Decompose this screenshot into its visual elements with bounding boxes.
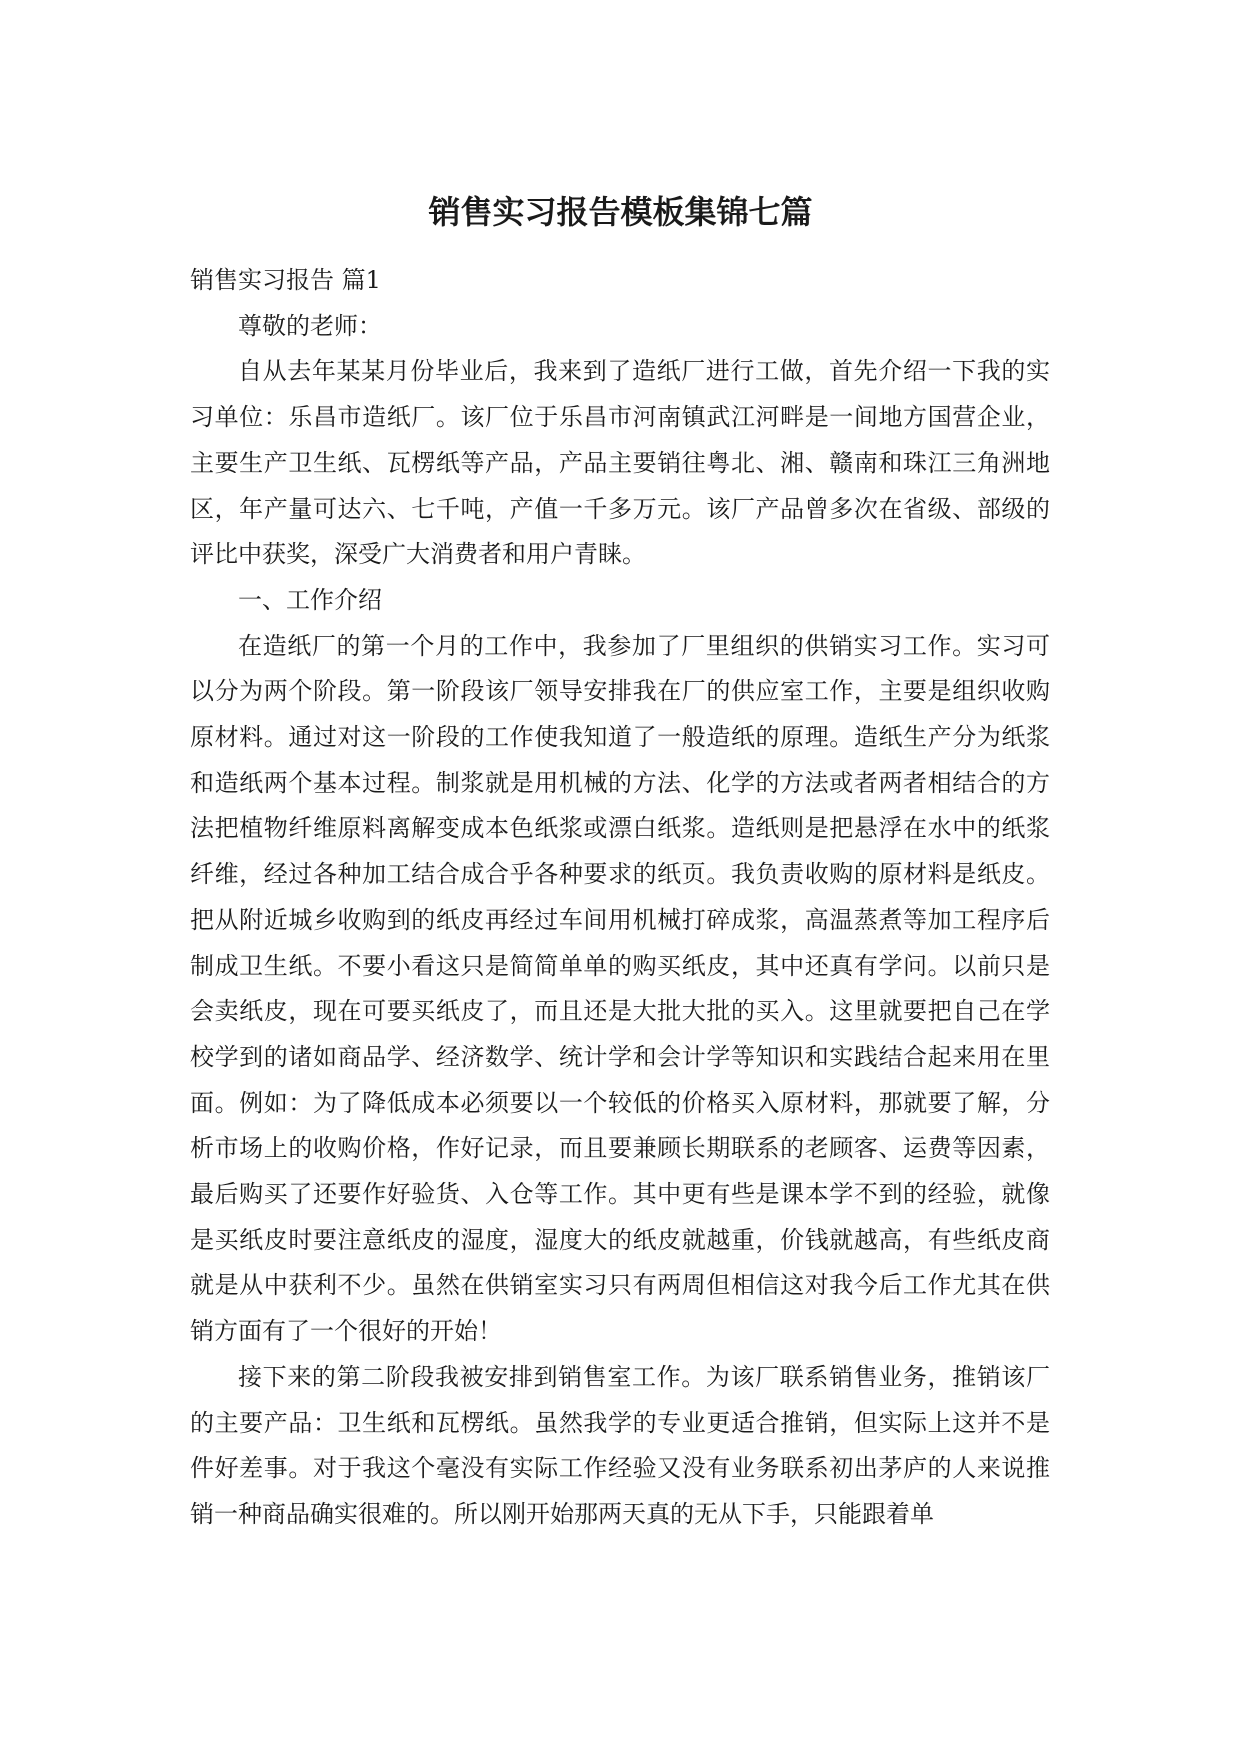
paragraph: 接下来的第二阶段我被安排到销售室工作。为该厂联系销售业务，推销该厂的主要产品：卫生纸和瓦楞纸。虽然我学的专业更适合推销，但实际上这并不是件好差事。对于我这个毫没有实际工作经验又没有业务联系初出茅庐的人来说推销一种商品确实很难的。所以刚开始那两天真的无从下手，只能跟着单 <box>190 1362 1050 1528</box>
document-title: 销售实习报告模板集锦七篇 <box>428 193 813 231</box>
section-heading: 销售实习报告 篇1 <box>190 266 381 294</box>
section-subheading: 一、工作介绍 <box>238 585 382 614</box>
document-body <box>190 258 1050 1538</box>
paragraph: 自从去年某某月份毕业后，我来到了造纸厂进行工做，首先介绍一下我的实习单位：乐昌市造纸厂。该厂位于乐昌市河南镇武江河畔是一间地方国营企业，主要生产卫生纸、瓦楞纸等产品，产品主要销往粤北、湘、赣南和珠江三角洲地区，年产量可达六、七千吨，产值一千多万元。该厂产品曾多次在省级、部级的评比中获奖，深受广大消费者和用户青睐。 <box>190 357 1050 569</box>
salutation: 尊敬的老师： <box>238 311 382 340</box>
paragraph: 在造纸厂的第一个月的工作中，我参加了厂里组织的供销实习工作。实习可以分为两个阶段。第一阶段该厂领导安排我在厂的供应室工作，主要是组织收购原材料。通过对这一阶段的工作使我知道了一般造纸的原理。造纸生产分为纸浆和造纸两个基本过程。制浆就是用机械的方法、化学的方法或者两者相结合的方法把植物纤维原料离解变成本色纸浆或漂白纸浆。造纸则是把悬浮在水中的纸浆纤维，经过各种加工结合成合乎各种要求的纸页。我负责收购的原材料是纸皮。把从附近城乡收购到的纸皮再经过车间用机械打碎成浆，高温蒸煮等加工程序后制成卫生纸。不要小看这只是简简单单的购买纸皮，其中还真有学问。以前只是会卖纸皮，现在可要买纸皮了，而且还是大批大批的买入。这里就要把自己在学校学到的诸如商品学、经济数学、统计学和会计学等知识和实践结合起来用在里面。例如：为了降低成本必须要以一个较低的价格买入原材料，那就要了解，分析市场上的收购价格，作好记录，而且要兼顾长期联系的老顾客、运费等因素，最后购买了还要作好验货、入仓等工作。其中更有些是课本学不到的经验，就像是买纸皮时要注意纸皮的湿度，湿度大的纸皮就越重，价钱就越高，有些纸皮商就是从中获利不少。虽然在供销室实习只有两周但相信这对我今后工作尤其在供销方面有了一个很好的开始！ <box>190 631 1050 1346</box>
